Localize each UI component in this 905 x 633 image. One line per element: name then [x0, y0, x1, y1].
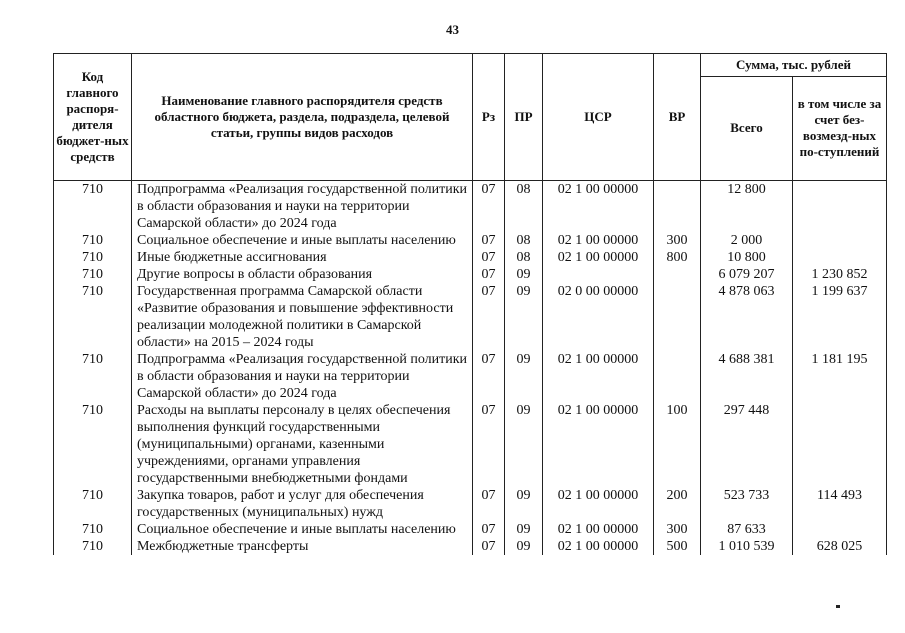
- cell-vr: [654, 266, 701, 283]
- cell-pr: 08: [505, 232, 543, 249]
- table-row: [54, 181, 887, 233]
- cell-incl: 628 025: [793, 538, 887, 555]
- header-rz: Рз: [473, 54, 505, 181]
- cell-incl: 114 493: [793, 487, 887, 521]
- cell-rz: 07: [473, 538, 505, 555]
- header-pr: ПР: [505, 54, 543, 181]
- cell-vr: 300: [654, 232, 701, 249]
- cell-rz: 07: [473, 283, 505, 351]
- cell-total: 1 010 539: [701, 538, 793, 555]
- cell-vr: [654, 351, 701, 402]
- cell-code: 710: [54, 232, 132, 249]
- cell-csr: 02 1 00 00000: [543, 181, 654, 233]
- cell-code: 710: [54, 402, 132, 487]
- cell-code: 710: [54, 538, 132, 555]
- cell-csr: 02 1 00 00000: [543, 538, 654, 555]
- table-row: [54, 521, 887, 538]
- cell-rz: 07: [473, 232, 505, 249]
- table-body: [54, 181, 887, 556]
- header-incl: в том числе за счет без-возмезд-ных по-ступлений: [793, 76, 887, 180]
- table-row: [54, 351, 887, 402]
- cell-rz: 07: [473, 521, 505, 538]
- scan-mark: [836, 605, 840, 608]
- cell-incl: [793, 402, 887, 487]
- cell-name: Подпрограмма «Реализация государственной политики в области образования и науки на территории Самарской области» до 2024 года: [132, 181, 473, 233]
- cell-pr: 09: [505, 487, 543, 521]
- cell-pr: 09: [505, 283, 543, 351]
- cell-code: 710: [54, 249, 132, 266]
- cell-incl: [793, 181, 887, 233]
- header-name: Наименование главного распорядителя средств областного бюджета, раздела, подраздела, целевой статьи, группы видов расходов: [132, 54, 473, 181]
- cell-total: 4 878 063: [701, 283, 793, 351]
- cell-vr: 300: [654, 521, 701, 538]
- cell-incl: [793, 249, 887, 266]
- table-row: [54, 249, 887, 266]
- cell-pr: 08: [505, 181, 543, 233]
- cell-name: Государственная программа Самарской области «Развитие образования и повышение эффективности реализации молодежной политики в Самарской области» на 2015 – 2024 годы: [132, 283, 473, 351]
- header-sum: Сумма, тыс. рублей: [701, 54, 887, 77]
- cell-pr: 09: [505, 538, 543, 555]
- header-code: Код главного распоря-дителя бюджет-ных средств: [54, 54, 132, 181]
- table-row: [54, 266, 887, 283]
- cell-vr: 800: [654, 249, 701, 266]
- cell-csr: 02 1 00 00000: [543, 402, 654, 487]
- cell-csr: 02 1 00 00000: [543, 351, 654, 402]
- cell-vr: 200: [654, 487, 701, 521]
- table-row: [54, 538, 887, 555]
- header-vr: ВР: [654, 54, 701, 181]
- cell-total: 10 800: [701, 249, 793, 266]
- table-row: [54, 232, 887, 249]
- cell-code: 710: [54, 266, 132, 283]
- cell-code: 710: [54, 181, 132, 233]
- cell-rz: 07: [473, 249, 505, 266]
- cell-pr: 09: [505, 521, 543, 538]
- table-row: [54, 487, 887, 521]
- table-header: [54, 54, 887, 181]
- header-total: Всего: [701, 76, 793, 180]
- cell-name: Социальное обеспечение и иные выплаты населению: [132, 232, 473, 249]
- cell-name: Закупка товаров, работ и услуг для обеспечения государственных (муниципальных) нужд: [132, 487, 473, 521]
- cell-code: 710: [54, 487, 132, 521]
- table-row: [54, 283, 887, 351]
- cell-name: Расходы на выплаты персоналу в целях обеспечения выполнения функций государственными (муниципальными) органами, казенными учреждениями, органами управления государственными внебюджетными фондами: [132, 402, 473, 487]
- cell-code: 710: [54, 283, 132, 351]
- cell-total: 12 800: [701, 181, 793, 233]
- table-row: [54, 402, 887, 487]
- cell-incl: 1 199 637: [793, 283, 887, 351]
- cell-pr: 09: [505, 351, 543, 402]
- cell-csr: 02 1 00 00000: [543, 232, 654, 249]
- cell-incl: [793, 232, 887, 249]
- cell-name: Межбюджетные трансферты: [132, 538, 473, 555]
- cell-csr: [543, 266, 654, 283]
- cell-rz: 07: [473, 181, 505, 233]
- cell-pr: 09: [505, 266, 543, 283]
- cell-incl: [793, 521, 887, 538]
- cell-csr: 02 1 00 00000: [543, 249, 654, 266]
- page-number: 43: [446, 22, 459, 37]
- cell-vr: 500: [654, 538, 701, 555]
- cell-rz: 07: [473, 487, 505, 521]
- header-csr: ЦСР: [543, 54, 654, 181]
- cell-name: Социальное обеспечение и иные выплаты населению: [132, 521, 473, 538]
- cell-total: 6 079 207: [701, 266, 793, 283]
- cell-code: 710: [54, 351, 132, 402]
- cell-csr: 02 1 00 00000: [543, 521, 654, 538]
- cell-vr: [654, 283, 701, 351]
- cell-total: 87 633: [701, 521, 793, 538]
- budget-table: [53, 53, 887, 555]
- cell-name: Другие вопросы в области образования: [132, 266, 473, 283]
- cell-name: Подпрограмма «Реализация государственной политики в области образования и науки на территории Самарской области» до 2024 года: [132, 351, 473, 402]
- cell-total: 297 448: [701, 402, 793, 487]
- cell-rz: 07: [473, 351, 505, 402]
- cell-incl: 1 230 852: [793, 266, 887, 283]
- cell-pr: 08: [505, 249, 543, 266]
- cell-code: 710: [54, 521, 132, 538]
- cell-csr: 02 0 00 00000: [543, 283, 654, 351]
- cell-rz: 07: [473, 266, 505, 283]
- cell-pr: 09: [505, 402, 543, 487]
- cell-total: 523 733: [701, 487, 793, 521]
- cell-rz: 07: [473, 402, 505, 487]
- cell-incl: 1 181 195: [793, 351, 887, 402]
- cell-total: 2 000: [701, 232, 793, 249]
- cell-csr: 02 1 00 00000: [543, 487, 654, 521]
- cell-vr: [654, 181, 701, 233]
- cell-name: Иные бюджетные ассигнования: [132, 249, 473, 266]
- cell-total: 4 688 381: [701, 351, 793, 402]
- cell-vr: 100: [654, 402, 701, 487]
